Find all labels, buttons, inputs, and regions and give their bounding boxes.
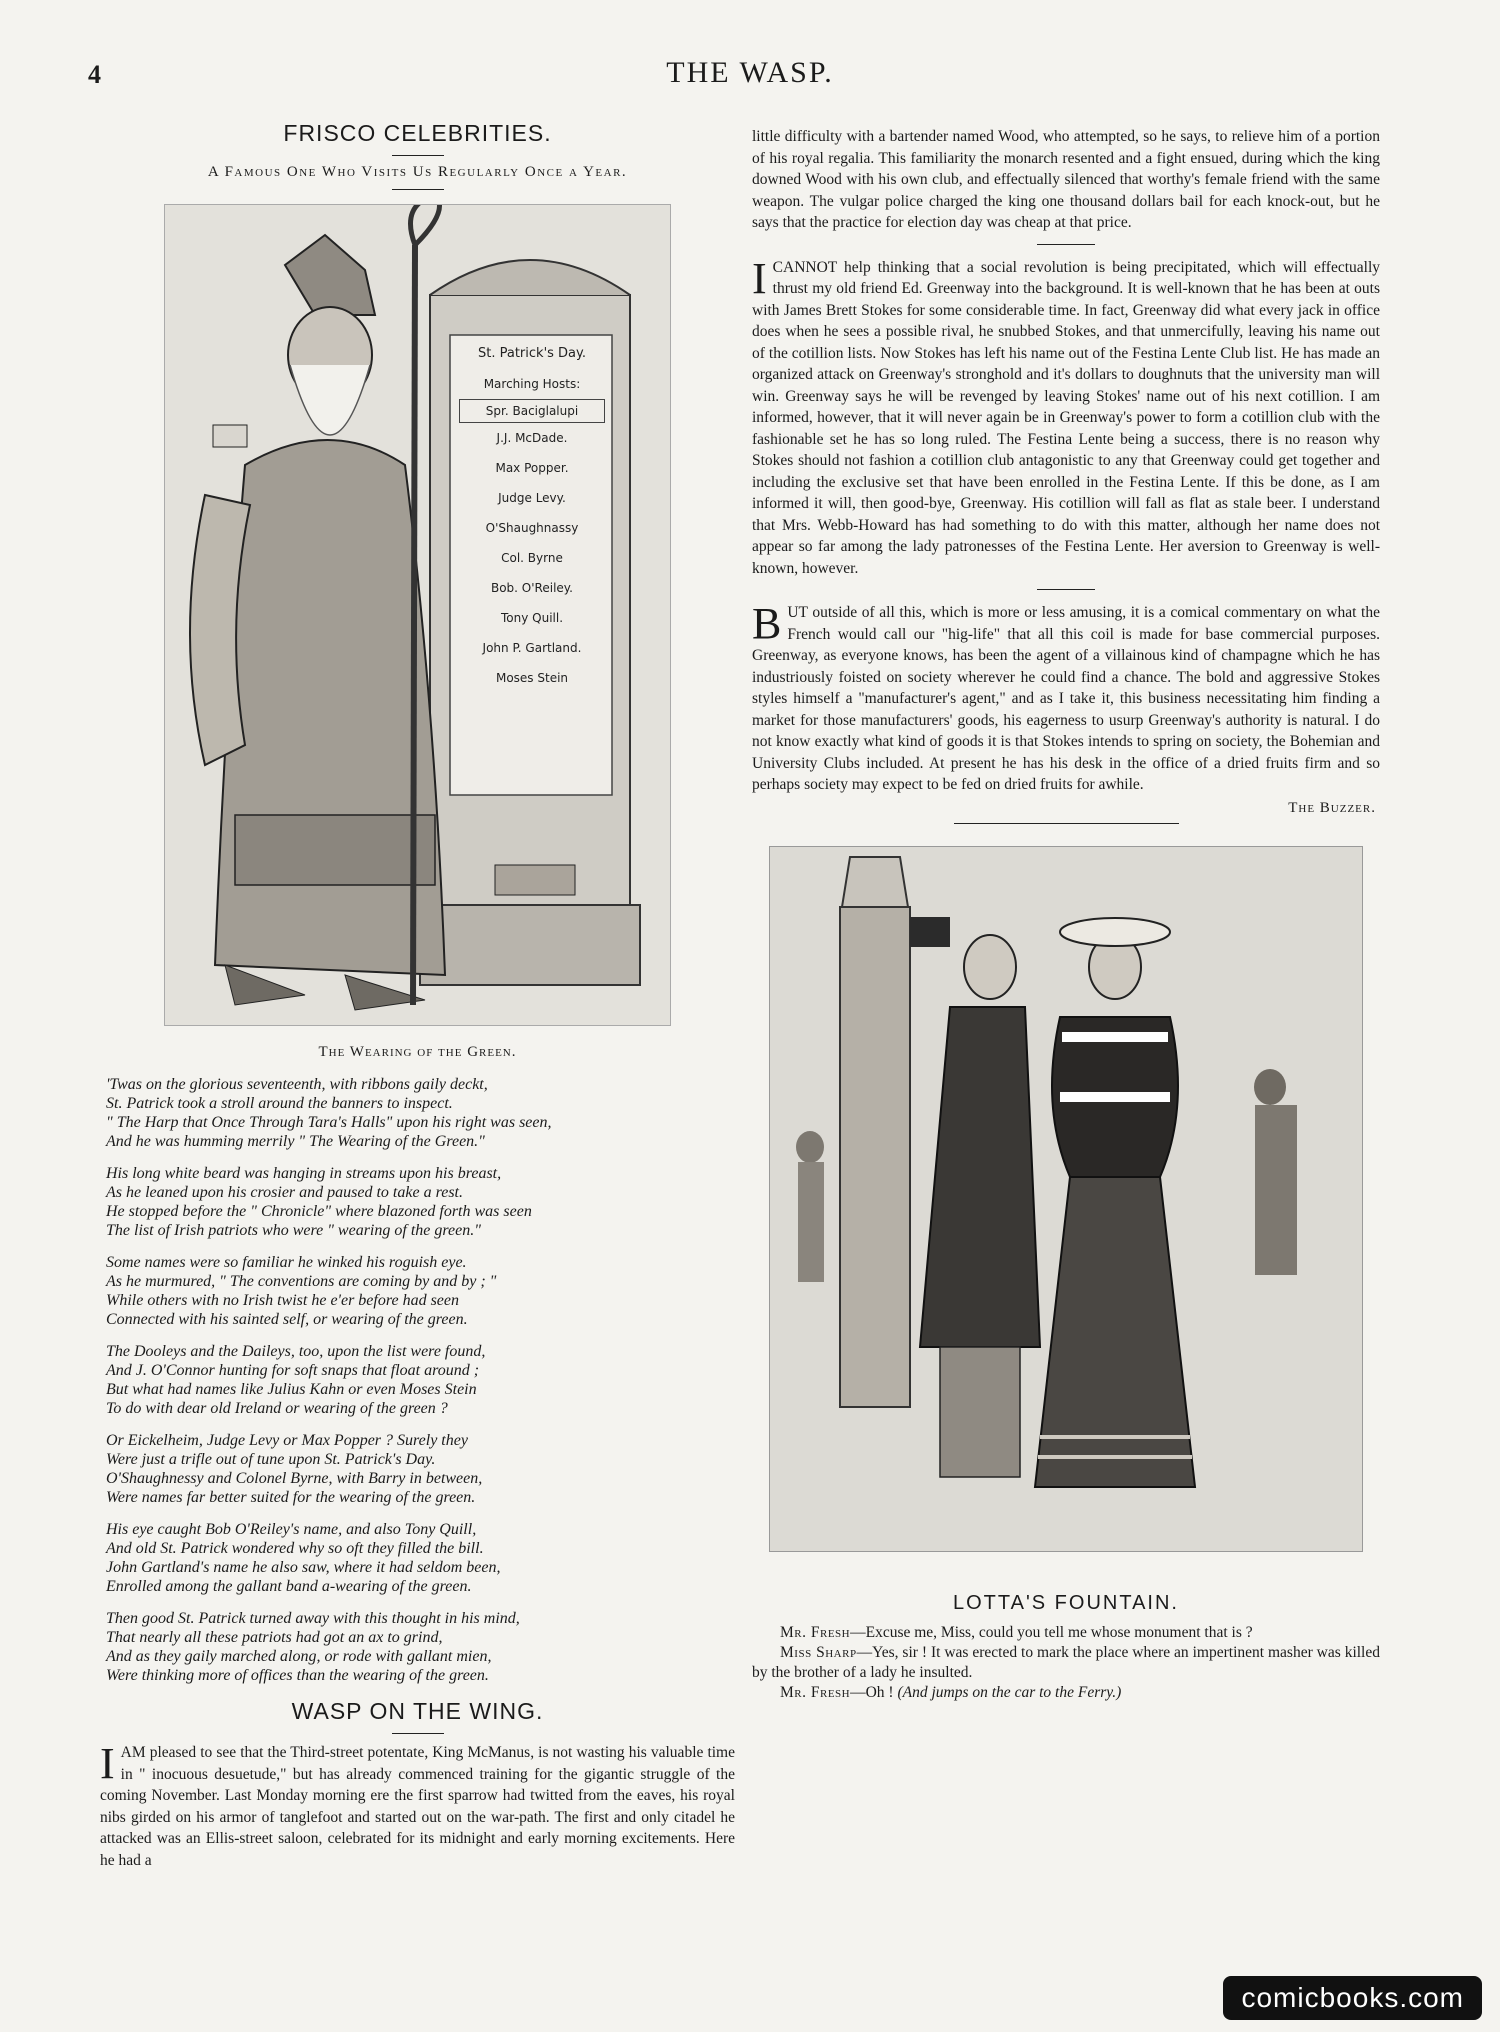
signboard-name: John P. Gartland. (482, 641, 582, 655)
dialog-text: —Oh ! (850, 1683, 898, 1701)
poem-line: To do with dear old Ireland or wearing of the green ? (106, 1400, 448, 1417)
poem-line: John Gartland's name he also saw, where it had seldom been, (106, 1559, 501, 1576)
poem-line: And as they gaily marched along, or rode with gallant mien, (106, 1648, 492, 1665)
left-column (100, 120, 735, 1871)
poem-line: Were thinking more of offices than the wearing of the green. (106, 1667, 489, 1684)
dialog-line (752, 1643, 1380, 1683)
signboard-name: Spr. Baciglalupi (459, 399, 605, 423)
dialog-line (752, 1623, 1380, 1643)
signboard (453, 339, 611, 693)
right-column (752, 126, 1380, 1703)
poem-stanza (106, 1075, 735, 1151)
poem-line: Some names were so familiar he winked his roguish eye. (106, 1254, 467, 1271)
section-title-wasp-on-the-wing: WASP ON THE WING. (291, 1698, 544, 1724)
poem-line: Then good St. Patrick turned away with this thought in his mind, (106, 1610, 520, 1627)
divider (954, 823, 1179, 824)
poem-line: And J. O'Connor hunting for soft snaps that float around ; (106, 1362, 480, 1379)
poem-line: His long white beard was hanging in streams upon his breast, (106, 1165, 502, 1182)
poem-stanza (106, 1164, 735, 1240)
section-title-frisco-celebrities: FRISCO CELEBRITIES. (283, 120, 552, 146)
poem-stanza (106, 1431, 735, 1507)
author-signature: The Buzzer. (1288, 799, 1376, 816)
signboard-subheading: Marching Hosts: (483, 377, 581, 391)
dialog-speaker: Mr. Fresh (780, 1683, 851, 1701)
poem-line: O'Shaughnessy and Colonel Byrne, with Barry in between, (106, 1470, 483, 1487)
poem-line: While others with no Irish twist he e'er before had seen (106, 1292, 460, 1309)
poem-line: " The Harp that Once Through Tara's Halls" upon his right was seen, (106, 1114, 552, 1131)
poem-line: Connected with his sainted self, or wearing of the green. (106, 1311, 468, 1328)
poem-line: The Dooleys and the Daileys, too, upon the list were found, (106, 1343, 486, 1360)
poem-line: Or Eickelheim, Judge Levy or Max Popper ? Surely they (106, 1432, 468, 1449)
signboard-name: Bob. O'Reiley. (490, 581, 573, 595)
divider (1037, 244, 1095, 245)
masthead: THE WASP. (666, 56, 834, 89)
poem-line: He stopped before the " Chronicle" where blazoned forth was seen (106, 1203, 532, 1220)
article-paragraph-stokes (752, 599, 1380, 796)
poem-line: That nearly all these patriots had got an ax to grind, (106, 1629, 443, 1646)
signboard-name: Col. Byrne (501, 551, 563, 565)
divider (1037, 589, 1095, 590)
poem-line: Were just a trifle out of tune upon St. Patrick's Day. (106, 1451, 436, 1468)
poem-stanza (106, 1520, 735, 1596)
article-text: AM pleased to see that the Third-street potentate, King McManus, is not wasting his valuable time in " inocuous desuetude," but has already commenced training for the gigantic struggle of the coming November. Last Monday morning ere the first sparrow had twitted from the eaves, his royal nibs girded on his armor of tanglefoot and started out on the war-path. The first and only citadel he attacked was an Ellis-street saloon, celebrated for its midnight and early morning excitements. Here he had a (100, 1744, 735, 1869)
poem-line: The list of Irish patriots who were " wearing of the green." (106, 1222, 481, 1239)
drop-cap: I (100, 1739, 115, 1788)
article-continued: little difficulty with a bartender named Wood, who attempted, so he says, to relieve him of a portion of his royal regalia. This familiarity the monarch resented and a fight ensued, during which the king downed Wood with his own club, and effectually silenced that worthy's female friend with the same weapon. The vulgar police charged the king one thousand dollars bail for each knock-out, but he says that the practice for election day was cheap at that price. (752, 128, 1380, 231)
section-subtitle: A Famous One Who Visits Us Regularly Once a Year. (207, 164, 628, 180)
article-text: CANNOT help thinking that a social revolution is being precipitated, which will effectually thrust my old friend Ed. Greenway into the background. It is well-known that he has been at outs with James Brett Stokes for some considerable time. In fact, Greenway did what every jack in office does when he sees a possible rival, he snubbed Stokes, and that unmercifully, leaving his name out of the cotillion lists. Now Stokes has left his name out of the Festina Lente Club list. He has made an organized attack on Greenway's stronghold and it's dollars to doughnuts that the university man will win. Greenway says he will be revenged by leaving Stokes' name out of his next cotillion. I am informed, however, that it will never again be in Greenway's power to form a cotillion club with the fashionable set he has so long ruled. The Festina Lente being a success, there is no reason why Stokes should not fashion a cotillion club antagonistic to any that Greenway could get together and including the exclusive set that have been enrolled in the Festina Lente. If this be done, as I am informed it will, then good-bye, Greenway. His cotillion will fall as flat as stale beer. I understand that Mrs. Webb-Howard has had something to do with this matter, although her name does not appear so far among the lady patronesses of the Festina Lente. Her aversion to Greenway is well-known, however. (752, 258, 1380, 577)
poem-stanza (106, 1253, 735, 1329)
poem-line: Enrolled among the gallant band a-wearing of the green. (106, 1578, 472, 1595)
poem-stanza (106, 1342, 735, 1418)
divider (392, 1733, 444, 1734)
cartoon-title: LOTTA'S FOUNTAIN. (953, 1591, 1179, 1614)
drop-cap: B (752, 599, 782, 648)
signboard-name: Judge Levy. (498, 491, 566, 505)
poem-line: Were names far better suited for the wearing of the green. (106, 1489, 476, 1506)
poem-line: As he murmured, " The conventions are coming by and by ; " (106, 1273, 497, 1290)
poem-line: But what had names like Julius Kahn or even Moses Stein (106, 1381, 477, 1398)
poem-line: As he leaned upon his crosier and paused to take a rest. (106, 1184, 463, 1201)
lottas-fountain-illustration (769, 846, 1363, 1552)
dialog-speaker: Miss Sharp (780, 1643, 857, 1661)
article-wasp-on-the-wing (100, 1739, 735, 1871)
dialog-text: —Yes, sir ! It was erected to mark the place where an impertinent masher was killed by the brother of a lady he insulted. (752, 1643, 1380, 1681)
drop-cap: I (752, 253, 767, 303)
signboard-name: Tony Quill. (500, 611, 564, 625)
illustration-caption: The Wearing of the Green. (318, 1044, 517, 1060)
signboard-name: Max Popper. (495, 461, 569, 475)
poem-line: His eye caught Bob O'Reiley's name, and also Tony Quill, (106, 1521, 477, 1538)
st-patrick-illustration (164, 204, 671, 1026)
page-number: 4 (88, 60, 101, 89)
cartoon-dialog (752, 1623, 1380, 1703)
dialog-aside: (And jumps on the car to the Ferry.) (897, 1683, 1122, 1701)
poem-line: And old St. Patrick wondered why so oft they filled the bill. (106, 1540, 484, 1557)
signboard-name: Moses Stein (495, 671, 569, 685)
poem-line: St. Patrick took a stroll around the banners to inspect. (106, 1095, 453, 1112)
dialog-speaker: Mr. Fresh (780, 1623, 851, 1641)
divider (392, 155, 444, 156)
poem-line: And he was humming merrily " The Wearing of the Green." (106, 1133, 485, 1150)
signboard-name: J.J. McDade. (496, 431, 568, 445)
signboard-heading: St. Patrick's Day. (478, 346, 586, 361)
signboard-name: O'Shaughnassy (485, 521, 579, 535)
poem-stanza (106, 1609, 735, 1685)
dialog-text: —Excuse me, Miss, could you tell me whose monument that is ? (850, 1623, 1253, 1641)
divider (392, 189, 444, 190)
article-text: UT outside of all this, which is more or less amusing, it is a comical commentary on what the French would call our "hig-life" that all this coil is made for base commercial purposes. Greenway, as everyone knows, has been the agent of a villainous kind of champagne which he has industriously foisted on society wherever he could find a chance. The bold and aggressive Stokes styles himself a "manufacturer's agent," and as I take it, this business necessitating him finding a market for those manufacturers' goods, his eagerness to usurp Greenway's authority is natural. I do not know exactly what kind of goods it is that Stokes intends to spring on society, the Bohemian and University Clubs included. At present he has his desk in the office of a dried fruits firm and so perhaps society may expect to be fed on dried fruits for awhile. (752, 604, 1380, 793)
poem-line: 'Twas on the glorious seventeenth, with ribbons gaily deckt, (106, 1076, 488, 1093)
dialog-line (752, 1683, 1380, 1703)
article-paragraph-greenway (752, 253, 1380, 580)
poem (100, 1075, 735, 1685)
watermark-logo: comicbooks.com (1223, 1976, 1482, 2020)
